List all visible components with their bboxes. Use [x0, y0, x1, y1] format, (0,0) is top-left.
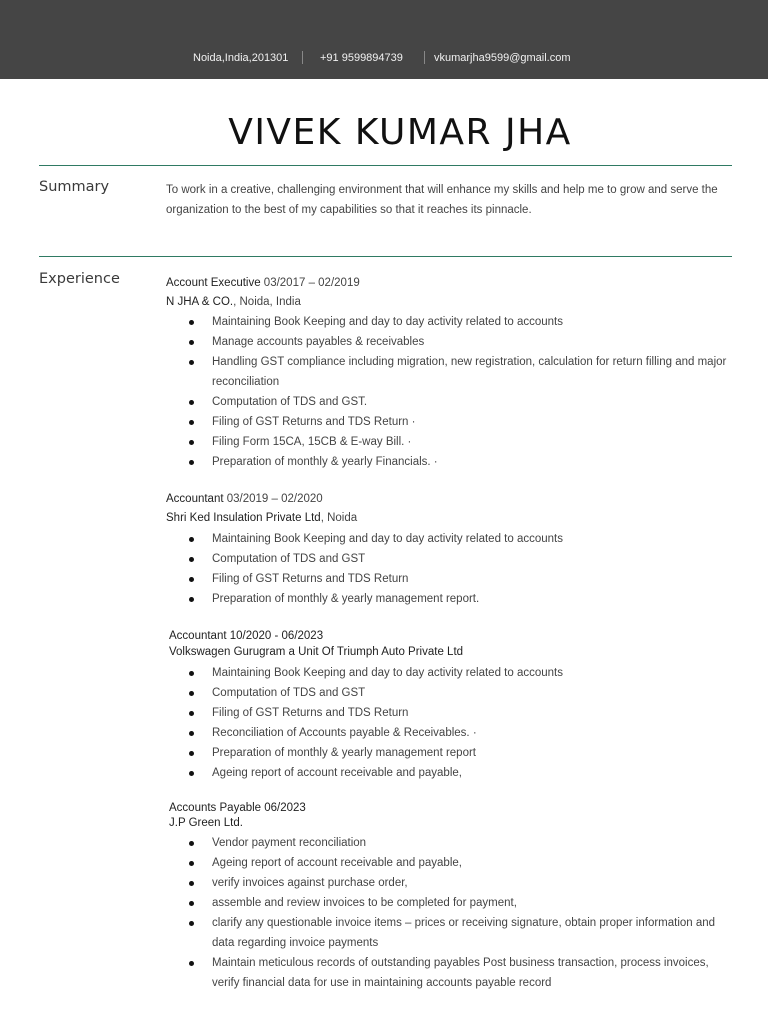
- list-item: Computation of TDS and GST.: [166, 392, 736, 412]
- divider: [39, 165, 732, 166]
- list-item: assemble and review invoices to be completed for payment,: [166, 893, 736, 913]
- job-role: Accounts Payable 06/2023: [169, 802, 306, 814]
- list-item: Preparation of monthly & yearly Financials. ·: [166, 452, 736, 472]
- job-role: Accountant 10/2020 - 06/2023: [169, 630, 324, 642]
- header-bar: [0, 0, 768, 79]
- list-item: Vendor payment reconciliation: [166, 833, 736, 853]
- list-item: Filing of GST Returns and TDS Return ·: [166, 412, 736, 432]
- job-title-line: [166, 277, 360, 289]
- divider: [39, 256, 732, 257]
- list-item: Computation of TDS and GST: [166, 549, 736, 569]
- job-bullets: [166, 663, 736, 783]
- contact-email[interactable]: vkumarjha9599@gmail.com: [434, 52, 571, 64]
- job-company-line: [169, 817, 243, 829]
- job-company: Volkswagen Gurugram a Unit Of Triumph Auto Private Ltd: [169, 646, 464, 658]
- summary-text: To work in a creative, challenging environment that will enhance my skills and help me to grow and serve the organization to the best of my capabilities so that it reaches its pinnacle.: [166, 184, 718, 216]
- list-item: Maintaining Book Keeping and day to day activity related to accounts: [166, 529, 736, 549]
- contact-location: Noida,India,201301: [193, 52, 289, 64]
- list-item: Filing of GST Returns and TDS Return: [166, 703, 736, 723]
- job-dates: 03/2017 – 02/2019: [260, 277, 360, 289]
- job-role: Accountant: [166, 493, 224, 505]
- job-bullets: [166, 833, 736, 993]
- list-item: clarify any questionable invoice items – prices or receiving signature, obtain proper information and data regarding invoice payments: [166, 913, 736, 953]
- list-item: Manage accounts payables & receivables: [166, 332, 736, 352]
- job-company: J.P Green Ltd.: [169, 817, 243, 829]
- list-item: Ageing report of account receivable and payable,: [166, 763, 736, 783]
- summary-heading: Summary: [39, 179, 110, 195]
- list-item: Ageing report of account receivable and payable,: [166, 853, 736, 873]
- list-item: Reconciliation of Accounts payable & Receivables. ·: [166, 723, 736, 743]
- list-item: verify invoices against purchase order,: [166, 873, 736, 893]
- job-company: Shri Ked Insulation Private Ltd: [166, 512, 321, 524]
- job-title-line: [166, 493, 323, 505]
- contact-divider: [424, 51, 425, 64]
- list-item: Preparation of monthly & yearly management report.: [166, 589, 736, 609]
- job-location: , Noida, India: [233, 296, 301, 308]
- contact-divider: [302, 51, 303, 64]
- list-item: Filing of GST Returns and TDS Return: [166, 569, 736, 589]
- job-role: Account Executive: [166, 277, 261, 289]
- list-item: Maintaining Book Keeping and day to day activity related to accounts: [166, 663, 736, 683]
- job-company-line: [166, 296, 301, 308]
- list-item: Maintain meticulous records of outstanding payables Post business transaction, process invoices, verify financial data for use in maintaining accounts payable record: [166, 953, 736, 993]
- list-item: Handling GST compliance including migration, new registration, calculation for return filling and major reconciliation: [166, 352, 736, 392]
- job-company-line: [166, 512, 357, 524]
- job-title-line: [169, 802, 306, 814]
- job-bullets: [166, 312, 736, 472]
- list-item: Preparation of monthly & yearly management report: [166, 743, 736, 763]
- job-company: N JHA & CO.: [166, 296, 234, 308]
- list-item: Maintaining Book Keeping and day to day activity related to accounts: [166, 312, 736, 332]
- job-company-line: [169, 646, 463, 658]
- list-item: Filing Form 15CA, 15CB & E-way Bill. ·: [166, 432, 736, 452]
- job-dates: 03/2019 – 02/2020: [223, 493, 323, 505]
- candidate-name: VIVEK KUMAR JHA: [228, 112, 572, 153]
- list-item: Computation of TDS and GST: [166, 683, 736, 703]
- job-location: , Noida: [320, 512, 358, 524]
- job-bullets: [166, 529, 736, 609]
- contact-phone[interactable]: +91 9599894739: [320, 52, 403, 64]
- job-title-line: [169, 630, 323, 642]
- experience-heading: Experience: [39, 271, 120, 287]
